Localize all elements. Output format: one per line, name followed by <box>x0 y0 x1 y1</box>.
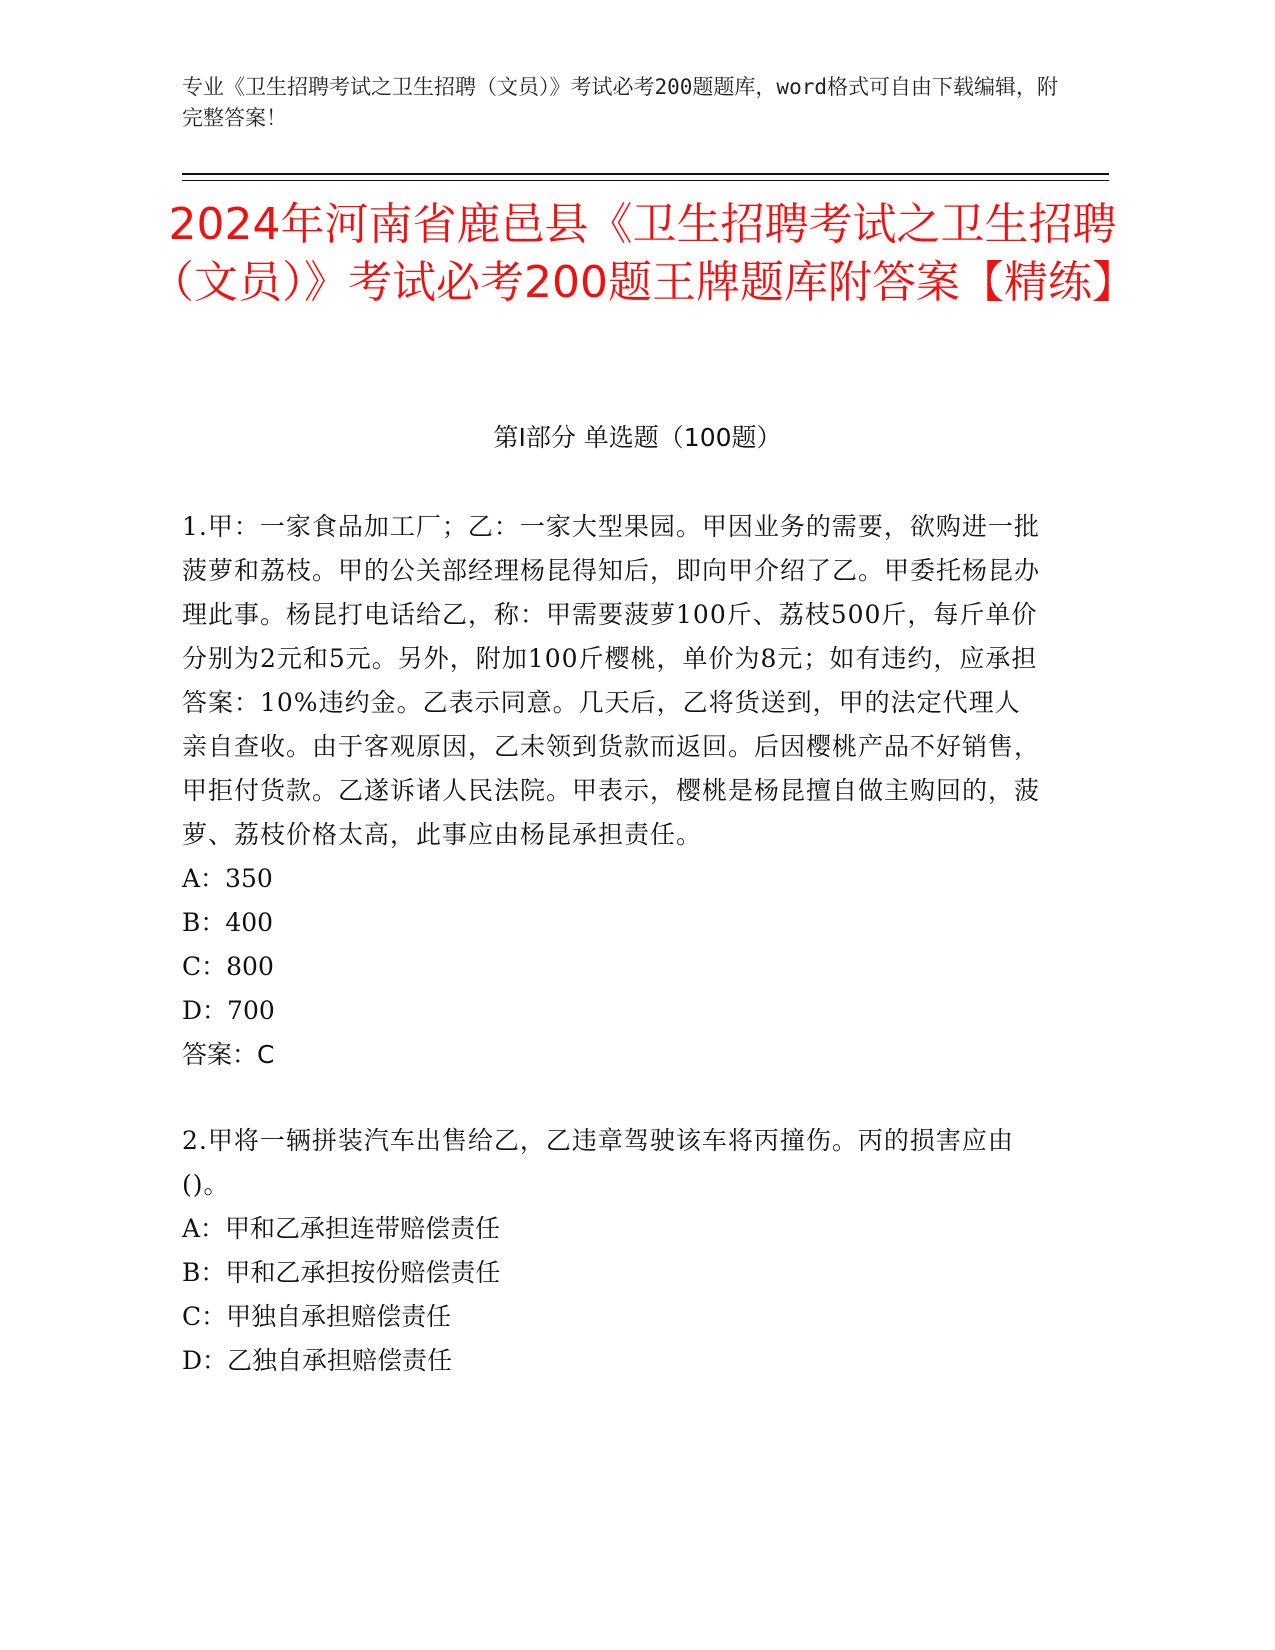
section-heading: 第Ⅰ部分 单选题（100题） <box>493 423 782 452</box>
header-note: 专业《卫生招聘考试之卫生招聘（文员）》考试必考200题题库，word格式可自由下载编辑，附完整答案！ <box>182 75 1058 130</box>
option-c: C：800 <box>182 952 274 981</box>
question-stem: 2.甲将一辆拼装汽车出售给乙，乙违章驾驶该车将丙撞伤。丙的损害应由()。 <box>182 1126 1014 1199</box>
option-b: B：甲和乙承担按份赔偿责任 <box>182 1258 501 1287</box>
option-c: C：甲独自承担赔偿责任 <box>182 1302 452 1331</box>
option-d: D：700 <box>182 996 275 1025</box>
question-2 <box>182 1119 1042 1383</box>
question-list <box>182 505 1042 1383</box>
option-b: B：400 <box>182 908 274 937</box>
question-spacer <box>182 1077 1042 1119</box>
document-title: 2024年河南省鹿邑县《卫生招聘考试之卫生招聘（文员）》考试必考200题王牌题库附答案【精练】 <box>150 199 1136 308</box>
question-1 <box>182 505 1042 1077</box>
answer-label: 答案：C <box>182 1040 275 1069</box>
option-d: D：乙独自承担赔偿责任 <box>182 1346 453 1375</box>
header-divider-thick <box>182 173 1109 175</box>
option-a: A：甲和乙承担连带赔偿责任 <box>182 1214 501 1243</box>
header-divider-thin <box>182 180 1109 181</box>
question-stem: 1.甲：一家食品加工厂；乙：一家大型果园。甲因业务的需要，欲购进一批菠萝和荔枝。甲的公关部经理杨昆得知后，即向甲介绍了乙。甲委托杨昆办理此事。杨昆打电话给乙，称：甲需要菠萝100斤、荔枝500斤，每斤单价分别为2元和5元。另外，附加100斤樱桃，单价为8元；如有违约，应承担答案：10%违约金。乙表示同意。几天后，乙将货送到，甲的法定代理人亲自查收。由于客观原因，乙未领到货款而返回。后因樱桃产品不好销售，甲拒付货款。乙遂诉诸人民法院。甲表示，樱桃是杨昆擅自做主购回的，菠萝、荔枝价格太高，此事应由杨昆承担责任。 <box>182 512 1041 849</box>
option-a: A：350 <box>182 864 273 893</box>
